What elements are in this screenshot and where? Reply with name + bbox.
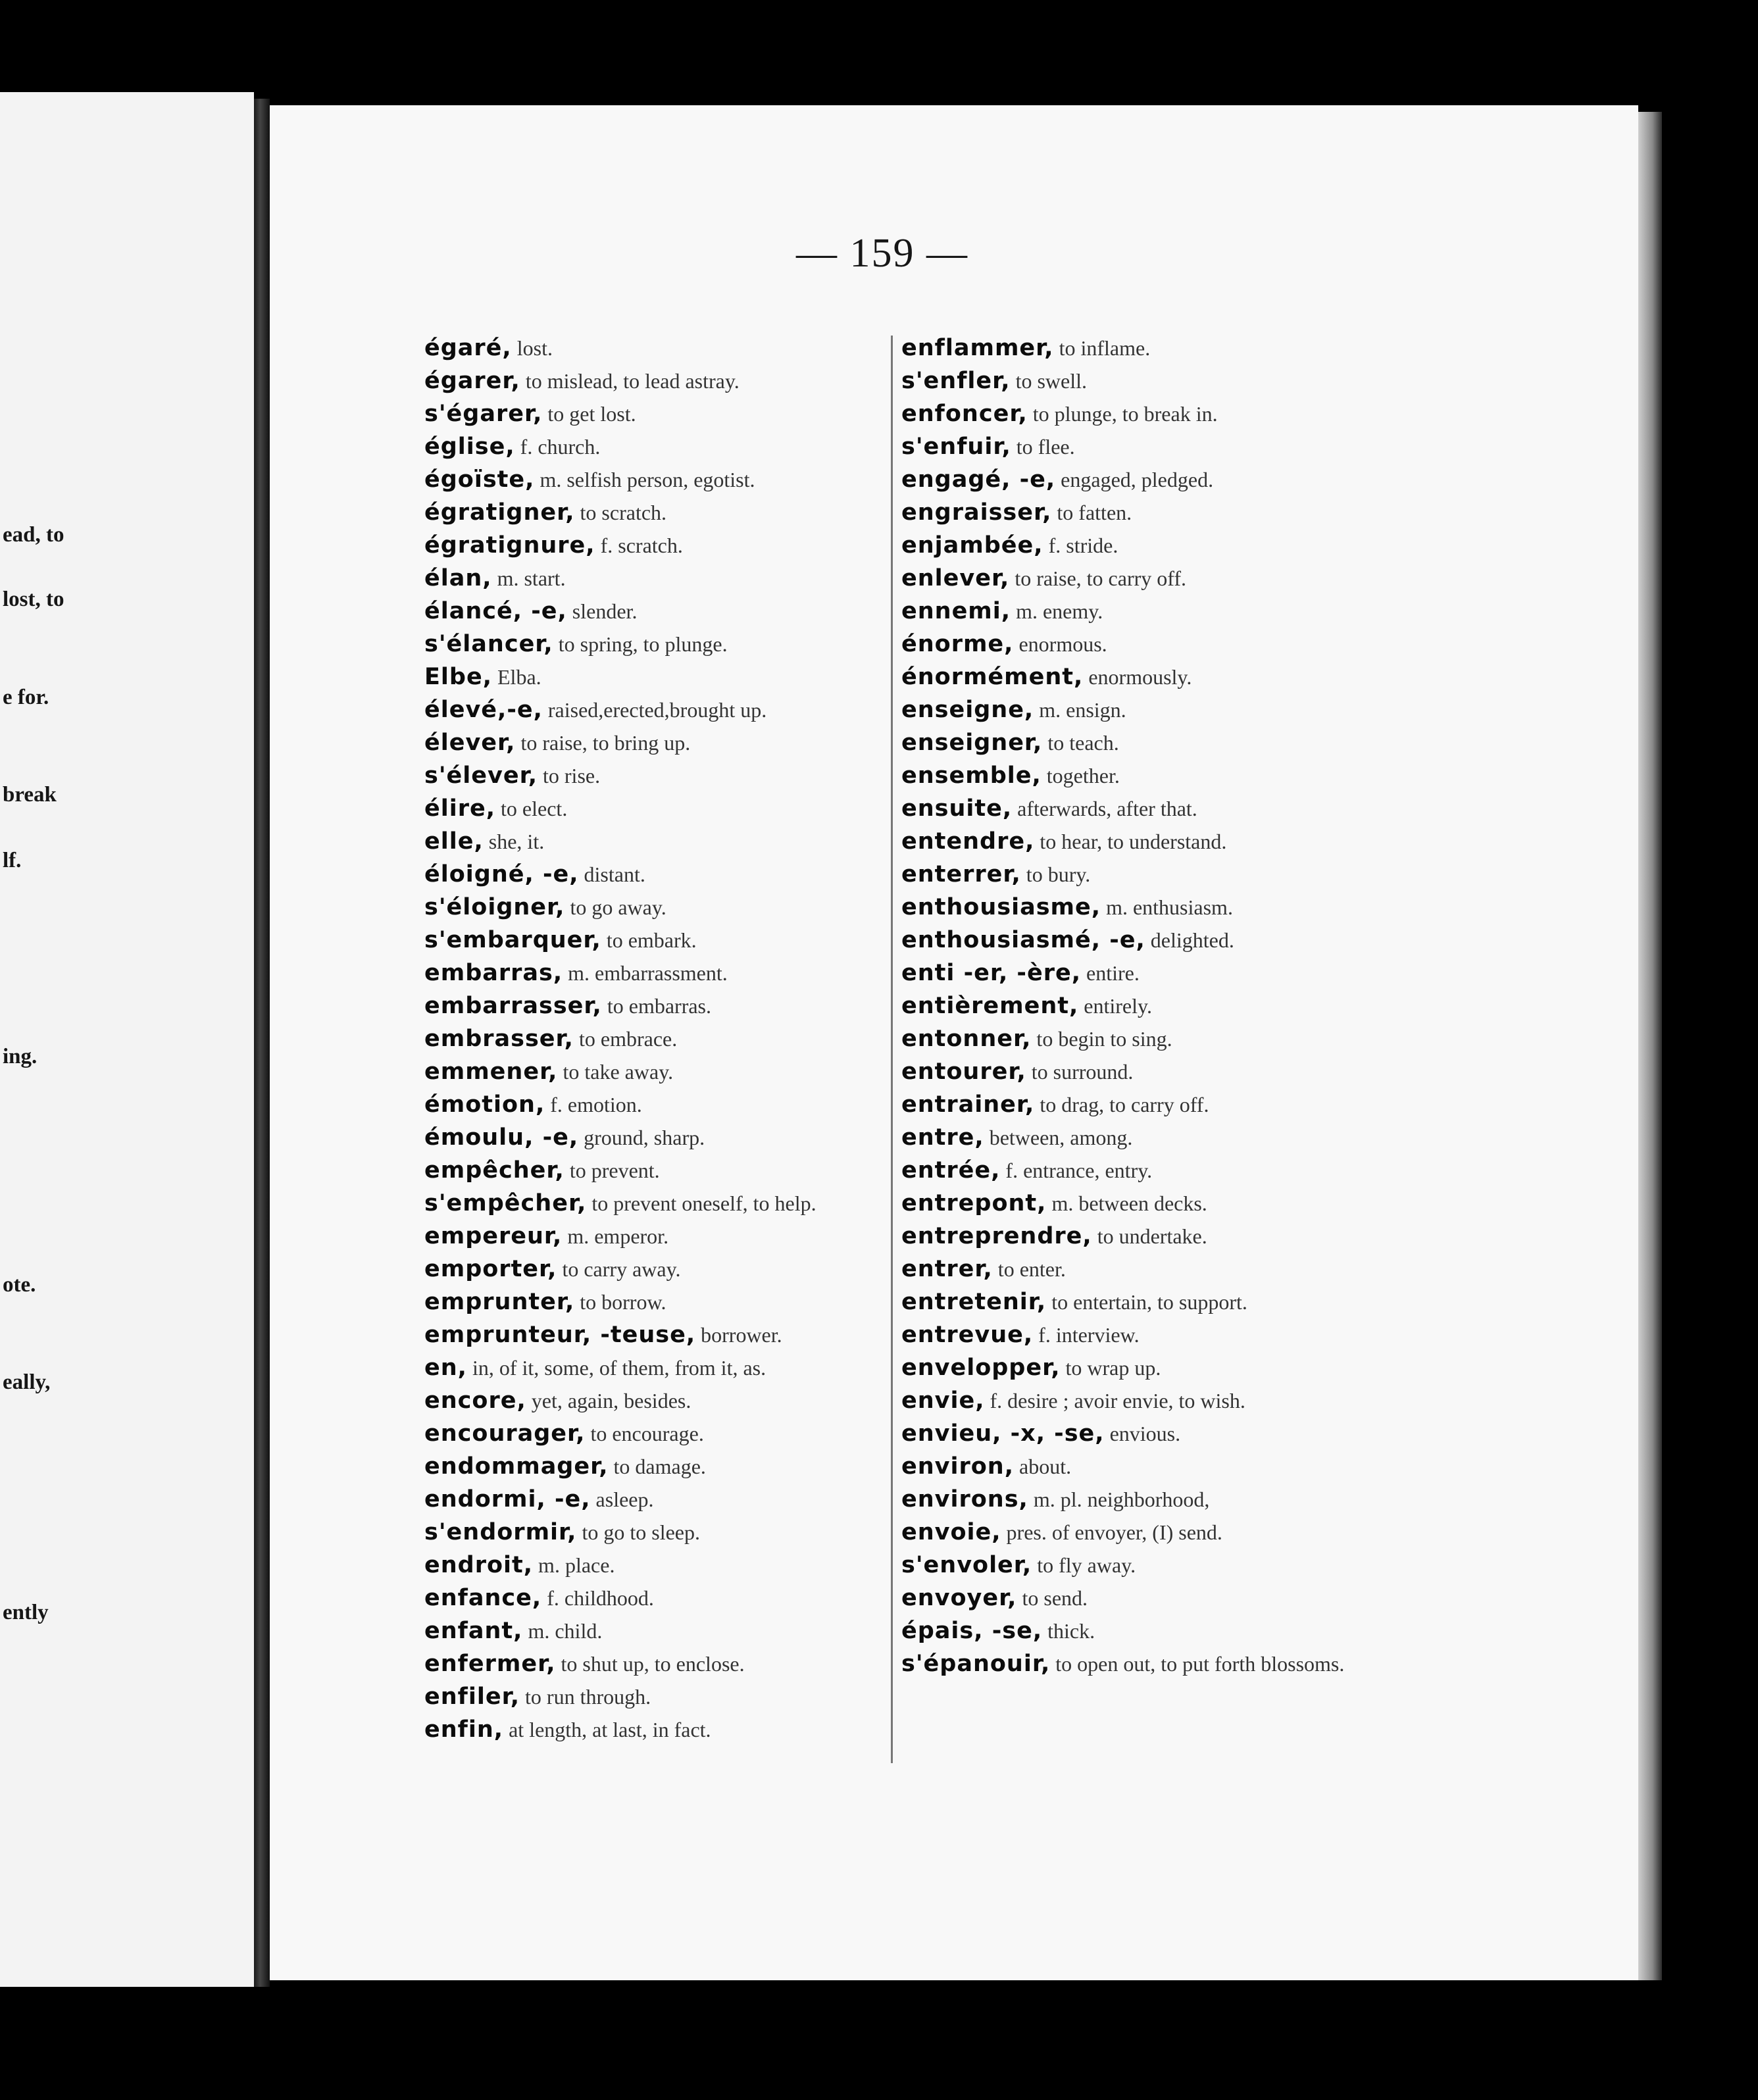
entry-definition: distant. [584, 863, 645, 886]
dictionary-entry [901, 628, 1370, 661]
entry-headword: égratignure, [424, 532, 595, 559]
dictionary-entry [424, 726, 899, 759]
dictionary-entry [424, 1154, 899, 1187]
entry-definition: engaged, pledged. [1061, 468, 1214, 491]
entry-headword: entretenir, [901, 1289, 1047, 1315]
entry-definition: about. [1019, 1455, 1072, 1478]
entry-definition: m. place. [538, 1553, 615, 1577]
entry-headword: s'empêcher, [424, 1190, 587, 1216]
dictionary-entry [424, 1647, 899, 1680]
entry-definition: she, it. [488, 830, 545, 853]
left-page-fragment: ead, to [3, 523, 64, 547]
entry-headword: égaré, [424, 335, 512, 361]
entry-headword: encore, [424, 1388, 526, 1414]
entry-definition: entirely. [1084, 994, 1152, 1018]
entry-definition: m. start. [497, 566, 566, 590]
left-page-fragment: ing. [3, 1045, 38, 1068]
entry-definition: raised,erected,brought up. [547, 698, 767, 722]
entry-definition: to embark. [606, 928, 697, 952]
dictionary-entry [424, 562, 899, 595]
entry-definition: envious. [1109, 1422, 1181, 1445]
dictionary-entry [424, 1582, 899, 1614]
dictionary-entry [901, 496, 1370, 529]
entry-headword: envoyer, [901, 1585, 1017, 1611]
entry-definition: to elect. [501, 797, 568, 820]
entry-headword: encourager, [424, 1420, 586, 1447]
entry-headword: entourer, [901, 1059, 1026, 1085]
dictionary-entry [901, 1253, 1370, 1286]
entry-definition: to raise, to carry off. [1015, 566, 1186, 590]
dictionary-entry [424, 1417, 899, 1450]
entry-headword: enthousiasme, [901, 894, 1101, 920]
entry-headword: s'embarquer, [424, 927, 601, 953]
dictionary-entry [424, 1220, 899, 1253]
entry-headword: s'envoler, [901, 1552, 1032, 1578]
entry-definition: to encourage. [590, 1422, 704, 1445]
entry-definition: f. entrance, entry. [1005, 1159, 1153, 1182]
entry-definition: between, among. [989, 1126, 1133, 1149]
dictionary-entry [901, 1647, 1370, 1680]
dictionary-entry [901, 364, 1370, 397]
entry-definition: to enter. [997, 1257, 1066, 1281]
entry-definition: to mislead, to lead astray. [525, 369, 740, 393]
left-column [424, 332, 885, 1746]
entry-headword: engagé, -e, [901, 466, 1056, 493]
entry-headword: ensuite, [901, 795, 1013, 822]
entry-definition: pres. of envoyer, (I) send. [1006, 1520, 1222, 1544]
dictionary-entry [901, 595, 1370, 628]
entry-headword: s'élever, [424, 762, 538, 789]
entry-headword: enti -er, -ère, [901, 960, 1081, 986]
left-page [0, 92, 254, 1987]
entry-headword: ennemi, [901, 598, 1011, 624]
dictionary-entry [901, 529, 1370, 562]
entry-headword: entrer, [901, 1256, 993, 1282]
entry-headword: entonner, [901, 1026, 1032, 1052]
dictionary-entry [901, 1055, 1370, 1088]
entry-definition: to send. [1022, 1586, 1088, 1610]
entry-headword: endroit, [424, 1552, 534, 1578]
entry-headword: élancé, -e, [424, 598, 567, 624]
dictionary-entry [424, 1088, 899, 1121]
right-column [901, 332, 1362, 1680]
entry-definition: enormous. [1018, 632, 1107, 656]
entry-definition: to embrace. [578, 1027, 678, 1051]
entry-definition: in, of it, some, of them, from it, as. [472, 1356, 766, 1380]
entry-headword: émoulu, -e, [424, 1124, 579, 1151]
dictionary-entry [901, 332, 1370, 364]
entry-definition: to scratch. [580, 501, 667, 524]
entry-headword: émotion, [424, 1091, 545, 1118]
entry-headword: enseigne, [901, 697, 1034, 723]
entry-definition: to drag, to carry off. [1040, 1093, 1209, 1116]
dictionary-entry [424, 1253, 899, 1286]
dictionary-entry [901, 1384, 1370, 1417]
entry-headword: élire, [424, 795, 496, 822]
entry-headword: emprunteur, -teuse, [424, 1322, 696, 1348]
entry-headword: s'égarer, [424, 401, 543, 427]
entry-headword: éloigné, -e, [424, 861, 579, 888]
entry-definition: to plunge, to break in. [1032, 402, 1218, 426]
entry-definition: m. pl. neighborhood, [1033, 1488, 1210, 1511]
dictionary-entry [424, 430, 899, 463]
dictionary-entry [424, 759, 899, 792]
entry-definition: f. desire ; avoir envie, to wish. [990, 1389, 1245, 1412]
entry-definition: lost. [516, 336, 553, 360]
entry-headword: entreprendre, [901, 1223, 1092, 1249]
dictionary-entry [424, 1450, 899, 1483]
dictionary-entry [901, 397, 1370, 430]
dictionary-entry [424, 1516, 899, 1549]
dictionary-entry [424, 825, 899, 858]
dictionary-entry [424, 1680, 899, 1713]
entry-headword: énormément, [901, 664, 1084, 690]
entry-headword: enthousiasmé, -e, [901, 927, 1145, 953]
entry-headword: envieu, -x, -se, [901, 1420, 1105, 1447]
entry-definition: m. selfish person, egotist. [540, 468, 755, 491]
entry-headword: embarras, [424, 960, 563, 986]
entry-definition: f. interview. [1038, 1323, 1140, 1347]
dictionary-entry [901, 1417, 1370, 1450]
entry-definition: m. enemy. [1016, 599, 1103, 623]
entry-headword: environ, [901, 1453, 1014, 1480]
left-page-fragment: ently [3, 1601, 49, 1624]
entry-headword: énorme, [901, 631, 1014, 657]
dictionary-entry [901, 1318, 1370, 1351]
entry-definition: to take away. [563, 1060, 674, 1084]
entry-definition: m. enthusiasm. [1106, 895, 1233, 919]
dictionary-entry [901, 562, 1370, 595]
dictionary-entry [901, 1121, 1370, 1154]
dictionary-entry [424, 332, 899, 364]
entry-definition: at length, at last, in fact. [509, 1718, 711, 1741]
dictionary-entry [901, 825, 1370, 858]
entry-headword: égarer, [424, 368, 520, 394]
entry-headword: égoïste, [424, 466, 535, 493]
left-page-fragment: eally, [3, 1370, 51, 1394]
entry-definition: to prevent oneself, to help. [591, 1191, 816, 1215]
entry-definition: to hear, to understand. [1040, 830, 1227, 853]
entry-definition: delighted. [1150, 928, 1234, 952]
dictionary-entry [901, 891, 1370, 924]
book-gutter [254, 99, 270, 1987]
entry-definition: to shut up, to enclose. [561, 1652, 745, 1676]
dictionary-entry [424, 364, 899, 397]
entry-headword: elle, [424, 828, 484, 855]
dictionary-entry [901, 1351, 1370, 1384]
entry-definition: to rise. [543, 764, 601, 788]
entry-headword: enfiler, [424, 1684, 520, 1710]
entry-definition: m. embarrassment. [568, 961, 728, 985]
entry-definition: m. between decks. [1051, 1191, 1207, 1215]
entry-definition: to borrow. [580, 1290, 666, 1314]
entry-headword: s'élancer, [424, 631, 553, 657]
entry-definition: afterwards, after that. [1017, 797, 1197, 820]
entry-headword: s'éloigner, [424, 894, 565, 920]
entry-headword: entrée, [901, 1157, 1001, 1184]
dictionary-entry [901, 726, 1370, 759]
dictionary-entry [424, 1055, 899, 1088]
entry-headword: entendre, [901, 828, 1035, 855]
page-number: — 159 — [796, 231, 968, 276]
dictionary-entry [901, 1483, 1370, 1516]
entry-definition: to fatten. [1057, 501, 1132, 524]
dictionary-entry [424, 1187, 899, 1220]
entry-headword: entrainer, [901, 1091, 1035, 1118]
entry-headword: empereur, [424, 1223, 563, 1249]
entry-headword: environs, [901, 1486, 1028, 1512]
dictionary-entry [424, 529, 899, 562]
entry-definition: borrower. [701, 1323, 782, 1347]
entry-definition: f. childhood. [547, 1586, 654, 1610]
dictionary-entry [424, 1384, 899, 1417]
entry-headword: envelopper, [901, 1355, 1061, 1381]
dictionary-entry [901, 957, 1370, 989]
entry-definition: to damage. [613, 1455, 706, 1478]
entry-headword: s'endormir, [424, 1519, 577, 1545]
entry-headword: entre, [901, 1124, 984, 1151]
entry-headword: enlever, [901, 565, 1010, 591]
dictionary-entry [424, 1713, 899, 1746]
dictionary-entry [901, 693, 1370, 726]
entry-headword: endommager, [424, 1453, 609, 1480]
entry-headword: enfin, [424, 1716, 504, 1743]
dictionary-entry [424, 496, 899, 529]
dictionary-entry [424, 661, 899, 693]
entry-headword: église, [424, 434, 515, 460]
entry-definition: ground, sharp. [584, 1126, 705, 1149]
entry-definition: to bury. [1026, 863, 1091, 886]
entry-headword: entrevue, [901, 1322, 1034, 1348]
entry-headword: emmener, [424, 1059, 558, 1085]
entry-definition: f. stride. [1048, 534, 1118, 557]
entry-definition: to wrap up. [1065, 1356, 1161, 1380]
page-edge [1638, 112, 1662, 1980]
dictionary-entry [901, 989, 1370, 1022]
entry-headword: envoie, [901, 1519, 1001, 1545]
entry-definition: together. [1046, 764, 1120, 788]
dictionary-entry [424, 1318, 899, 1351]
dictionary-entry [901, 1187, 1370, 1220]
entry-headword: épais, -se, [901, 1618, 1043, 1644]
entry-definition: to embarras. [607, 994, 711, 1018]
dictionary-entry [424, 957, 899, 989]
entry-definition: to go to sleep. [582, 1520, 700, 1544]
entry-headword: enfoncer, [901, 401, 1028, 427]
entry-definition: enormously. [1088, 665, 1192, 689]
entry-definition: thick. [1047, 1619, 1095, 1643]
entry-definition: to spring, to plunge. [558, 632, 728, 656]
entry-headword: élever, [424, 730, 516, 756]
entry-headword: s'enfler, [901, 368, 1011, 394]
entry-headword: embarrasser, [424, 993, 602, 1019]
entry-definition: f. emotion. [550, 1093, 642, 1116]
dictionary-entry [901, 1516, 1370, 1549]
dictionary-entry [901, 1549, 1370, 1582]
entry-definition: to inflame. [1059, 336, 1151, 360]
dictionary-entry [901, 924, 1370, 957]
column-divider [891, 336, 893, 1763]
dictionary-entry [424, 397, 899, 430]
entry-definition: m. child. [528, 1619, 603, 1643]
left-page-fragment: lf. [3, 849, 22, 872]
entry-headword: enjambée, [901, 532, 1043, 559]
entry-definition: to fly away. [1037, 1553, 1136, 1577]
entry-definition: m. emperor. [567, 1224, 669, 1248]
entry-headword: enterrer, [901, 861, 1021, 888]
entry-headword: élevé,-e, [424, 697, 543, 723]
entry-definition: to undertake. [1097, 1224, 1207, 1248]
dictionary-entry [424, 1351, 899, 1384]
dictionary-entry [424, 858, 899, 891]
dictionary-entry [424, 1022, 899, 1055]
dictionary-entry [901, 1220, 1370, 1253]
entry-headword: enfance, [424, 1585, 542, 1611]
entry-definition: asleep. [595, 1488, 654, 1511]
dictionary-entry [424, 1483, 899, 1516]
entry-headword: emporter, [424, 1256, 557, 1282]
dictionary-entry [424, 463, 899, 496]
dictionary-entry [901, 463, 1370, 496]
entry-headword: s'enfuir, [901, 434, 1011, 460]
entry-definition: Elba. [497, 665, 541, 689]
entry-definition: f. church. [520, 435, 601, 459]
entry-definition: to go away. [570, 895, 666, 919]
entry-headword: emprunter, [424, 1289, 575, 1315]
entry-definition: yet, again, besides. [531, 1389, 691, 1412]
dictionary-entry [424, 891, 899, 924]
dictionary-entry [424, 792, 899, 825]
dictionary-entry [424, 924, 899, 957]
left-page-fragment: break [3, 783, 57, 807]
entry-headword: endormi, -e, [424, 1486, 591, 1512]
dictionary-entry [901, 661, 1370, 693]
entry-headword: embrasser, [424, 1026, 574, 1052]
entry-headword: enflammer, [901, 335, 1054, 361]
entry-headword: égratigner, [424, 499, 575, 526]
entry-headword: entièrement, [901, 993, 1079, 1019]
dictionary-entry [901, 759, 1370, 792]
dictionary-entry [424, 1121, 899, 1154]
dictionary-entry [901, 858, 1370, 891]
entry-definition: to teach. [1047, 731, 1119, 755]
entry-headword: entrepont, [901, 1190, 1047, 1216]
entry-headword: Elbe, [424, 664, 492, 690]
entry-definition: slender. [572, 599, 638, 623]
dictionary-entry [901, 1582, 1370, 1614]
entry-headword: empêcher, [424, 1157, 565, 1184]
entry-headword: élan, [424, 565, 492, 591]
entry-definition: m. ensign. [1039, 698, 1126, 722]
entry-definition: to surround. [1031, 1060, 1134, 1084]
dictionary-entry [424, 628, 899, 661]
dictionary-entry [424, 989, 899, 1022]
entry-headword: enfermer, [424, 1651, 556, 1677]
entry-definition: to entertain, to support. [1051, 1290, 1247, 1314]
dictionary-entry [424, 1614, 899, 1647]
dictionary-entry [901, 1450, 1370, 1483]
dictionary-entry [901, 1154, 1370, 1187]
dictionary-entry [424, 595, 899, 628]
entry-definition: to carry away. [562, 1257, 681, 1281]
dictionary-entry [901, 1088, 1370, 1121]
entry-definition: to run through. [525, 1685, 651, 1709]
entry-definition: entire. [1086, 961, 1140, 985]
dictionary-entry [901, 1022, 1370, 1055]
dictionary-entry [901, 430, 1370, 463]
dictionary-entry [424, 693, 899, 726]
entry-headword: enseigner, [901, 730, 1043, 756]
entry-headword: ensemble, [901, 762, 1042, 789]
left-page-fragment: lost, to [3, 588, 64, 611]
dictionary-entry [424, 1549, 899, 1582]
entry-headword: engraisser, [901, 499, 1052, 526]
left-page-fragment: ote. [3, 1273, 36, 1297]
entry-definition: f. scratch. [600, 534, 683, 557]
entry-headword: en, [424, 1355, 467, 1381]
entry-headword: s'épanouir, [901, 1651, 1051, 1677]
entry-definition: to raise, to bring up. [520, 731, 691, 755]
entry-definition: to get lost. [547, 402, 636, 426]
entry-definition: to swell. [1015, 369, 1088, 393]
entry-definition: to prevent. [569, 1159, 660, 1182]
left-page-fragment: e for. [3, 686, 49, 709]
entry-headword: envie, [901, 1388, 985, 1414]
dictionary-entry [901, 1286, 1370, 1318]
entry-headword: enfant, [424, 1618, 523, 1644]
dictionary-entry [901, 1614, 1370, 1647]
entry-definition: to flee. [1016, 435, 1075, 459]
dictionary-entry [424, 1286, 899, 1318]
entry-definition: to open out, to put forth blossoms. [1055, 1652, 1345, 1676]
dictionary-entry [901, 792, 1370, 825]
entry-definition: to begin to sing. [1036, 1027, 1172, 1051]
